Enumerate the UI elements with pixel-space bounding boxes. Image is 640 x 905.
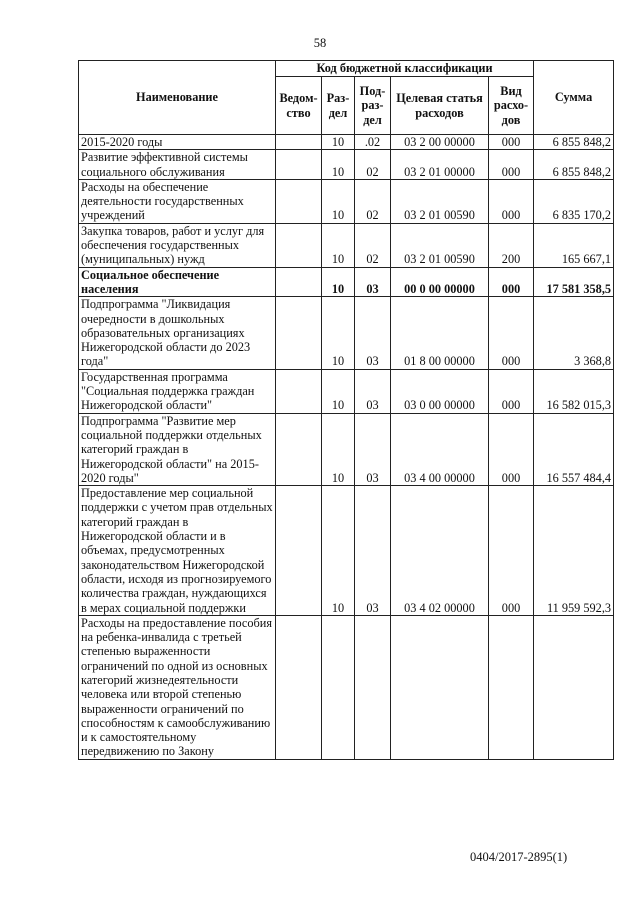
row-name: Закупка товаров, работ и услуг для обеспечения государственных (муниципальных) нужд: [79, 223, 276, 267]
row-amount: [534, 615, 614, 759]
row-expense-type: 000: [489, 369, 534, 413]
row-expense-type: 000: [489, 150, 534, 180]
row-expense-type: 000: [489, 297, 534, 369]
row-department: [276, 135, 322, 150]
row-department: [276, 369, 322, 413]
row-subsection: 03: [355, 413, 391, 485]
row-name: Подпрограмма "Ликвидация очередности в дошкольных образовательных организациях Нижегородской области до 2023 года": [79, 297, 276, 369]
row-department: [276, 615, 322, 759]
row-target-item: 03 2 01 00000: [391, 150, 489, 180]
budget-table: [78, 60, 614, 760]
row-subsection: 02: [355, 179, 391, 223]
row-amount: 17 581 358,5: [534, 267, 614, 297]
row-name: Расходы на предоставление пособия на ребенка-инвалида с третьей степенью выраженности ограничений по одной из основных категорий жизнедеятельности человека или второй степенью выраженности ограничений по способностям к самообслуживанию и к самостоятельному передвижению по Закону: [79, 615, 276, 759]
header-subsection: Под-раз-дел: [355, 77, 391, 135]
table-row: [79, 486, 614, 616]
table-row: [79, 615, 614, 759]
row-section: 10: [322, 135, 355, 150]
page-number: 58: [313, 36, 327, 50]
row-target-item: 03 2 01 00590: [391, 223, 489, 267]
row-subsection: 02: [355, 223, 391, 267]
header-section: Раз-дел: [322, 77, 355, 135]
row-section: 10: [322, 223, 355, 267]
row-subsection: [355, 615, 391, 759]
row-target-item: [391, 615, 489, 759]
row-subsection: .02: [355, 135, 391, 150]
row-department: [276, 179, 322, 223]
row-amount: 6 855 848,2: [534, 135, 614, 150]
row-section: 10: [322, 369, 355, 413]
row-subsection: 03: [355, 486, 391, 616]
header-target-item: Целевая статья расходов: [391, 77, 489, 135]
row-department: [276, 223, 322, 267]
row-expense-type: 200: [489, 223, 534, 267]
row-name: Социальное обеспечение населения: [79, 267, 276, 297]
row-expense-type: 000: [489, 179, 534, 223]
row-subsection: 02: [355, 150, 391, 180]
row-target-item: 03 4 02 00000: [391, 486, 489, 616]
header-expense-type: Вид расхо-дов: [489, 77, 534, 135]
table-row: [79, 369, 614, 413]
row-section: 10: [322, 297, 355, 369]
row-target-item: 03 4 00 00000: [391, 413, 489, 485]
row-department: [276, 486, 322, 616]
row-expense-type: 000: [489, 267, 534, 297]
row-department: [276, 267, 322, 297]
row-section: 10: [322, 486, 355, 616]
row-amount: 11 959 592,3: [534, 486, 614, 616]
row-section: 10: [322, 179, 355, 223]
row-amount: 165 667,1: [534, 223, 614, 267]
row-target-item: 03 2 01 00590: [391, 179, 489, 223]
row-name: Подпрограмма "Развитие мер социальной поддержки отдельных категорий граждан в Нижегородской области" на 2015-2020 годы": [79, 413, 276, 485]
row-expense-type: 000: [489, 135, 534, 150]
row-target-item: 00 0 00 00000: [391, 267, 489, 297]
row-subsection: 03: [355, 369, 391, 413]
row-target-item: 03 0 00 00000: [391, 369, 489, 413]
row-department: [276, 150, 322, 180]
row-name: Предоставление мер социальной поддержки с учетом прав отдельных категорий граждан в Нижегородской области и в объемах, предусмотренных законодательством Нижегородской области, исходя из прогнозируемого количества граждан, нуждающихся в мерах социальной поддержки: [79, 486, 276, 616]
row-amount: 16 582 015,3: [534, 369, 614, 413]
row-section: 10: [322, 150, 355, 180]
row-amount: 6 855 848,2: [534, 150, 614, 180]
row-subsection: 03: [355, 297, 391, 369]
header-name: Наименование: [79, 61, 276, 135]
row-name: Развитие эффективной системы социального обслуживания: [79, 150, 276, 180]
header-department: Ведом-ство: [276, 77, 322, 135]
row-name: 2015-2020 годы: [79, 135, 276, 150]
row-amount: 6 835 170,2: [534, 179, 614, 223]
row-name: Государственная программа "Социальная поддержка граждан Нижегородской области": [79, 369, 276, 413]
table-row: [79, 179, 614, 223]
table-row: [79, 223, 614, 267]
table-row: [79, 413, 614, 485]
table-row: [79, 135, 614, 150]
row-expense-type: [489, 615, 534, 759]
document-code: 0404/2017-2895(1): [470, 850, 568, 864]
row-subsection: 03: [355, 267, 391, 297]
row-expense-type: 000: [489, 486, 534, 616]
row-target-item: 03 2 00 00000: [391, 135, 489, 150]
row-name: Расходы на обеспечение деятельности государственных учреждений: [79, 179, 276, 223]
header-classification-group: Код бюджетной классификации: [276, 61, 534, 77]
table-row: [79, 297, 614, 369]
row-section: [322, 615, 355, 759]
row-expense-type: 000: [489, 413, 534, 485]
row-section: 10: [322, 413, 355, 485]
row-target-item: 01 8 00 00000: [391, 297, 489, 369]
table-row: [79, 150, 614, 180]
row-amount: 3 368,8: [534, 297, 614, 369]
table-row: [79, 267, 614, 297]
row-amount: 16 557 484,4: [534, 413, 614, 485]
row-department: [276, 413, 322, 485]
header-amount: Сумма: [534, 61, 614, 135]
row-section: 10: [322, 267, 355, 297]
row-department: [276, 297, 322, 369]
